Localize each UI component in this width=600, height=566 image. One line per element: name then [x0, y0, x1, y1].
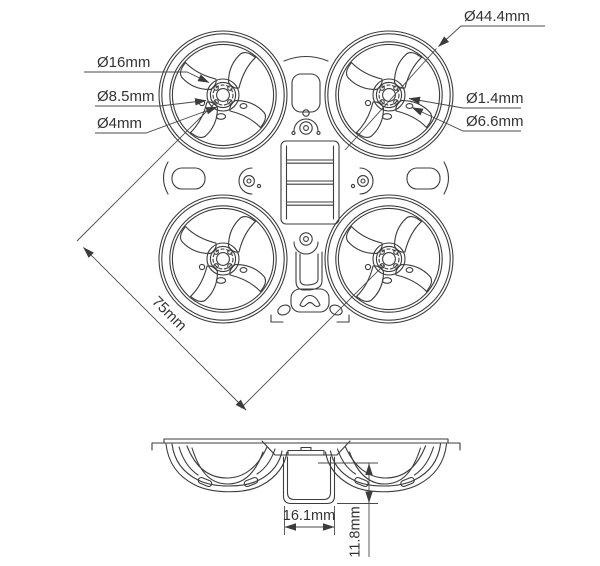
right-side-web	[407, 162, 449, 194]
duct-top-right	[325, 31, 453, 159]
leader-duct-diameter	[439, 26, 546, 47]
bottom-screw-boss	[294, 233, 318, 254]
duct-diameter-label: Ø44.4mm	[464, 8, 530, 25]
top-bridge	[284, 57, 328, 135]
left-side-web	[164, 162, 206, 194]
side-left-duct-bowl	[166, 444, 287, 492]
leader-motor-mount-diameter	[84, 72, 209, 83]
duct-bottom-right	[325, 195, 453, 323]
duct-bottom-left	[159, 195, 287, 323]
hub-diameter-label: Ø8.5mm	[97, 88, 155, 105]
battery-holder-height-label: 11.8mm	[347, 506, 364, 558]
shaft-hole-diameter-label: Ø4mm	[97, 115, 142, 132]
battery-slot-width-label: 16.1mm	[282, 508, 336, 524]
side-view	[152, 439, 460, 504]
side-right-duct-bowl	[326, 444, 447, 492]
battery-tray	[281, 141, 339, 224]
left-screw-boss	[239, 168, 261, 194]
screw-hole-diameter-label: Ø1.4mm	[466, 90, 524, 107]
side-top-plate	[152, 439, 460, 450]
right-screw-boss	[351, 168, 373, 194]
battery-holder	[284, 457, 335, 504]
motor-mount-diameter-label: Ø16mm	[97, 54, 151, 71]
motor-boss-diameter-label: Ø6.6mm	[466, 113, 524, 130]
top-view	[159, 31, 453, 323]
wheelbase-label: 75mm	[148, 293, 190, 335]
